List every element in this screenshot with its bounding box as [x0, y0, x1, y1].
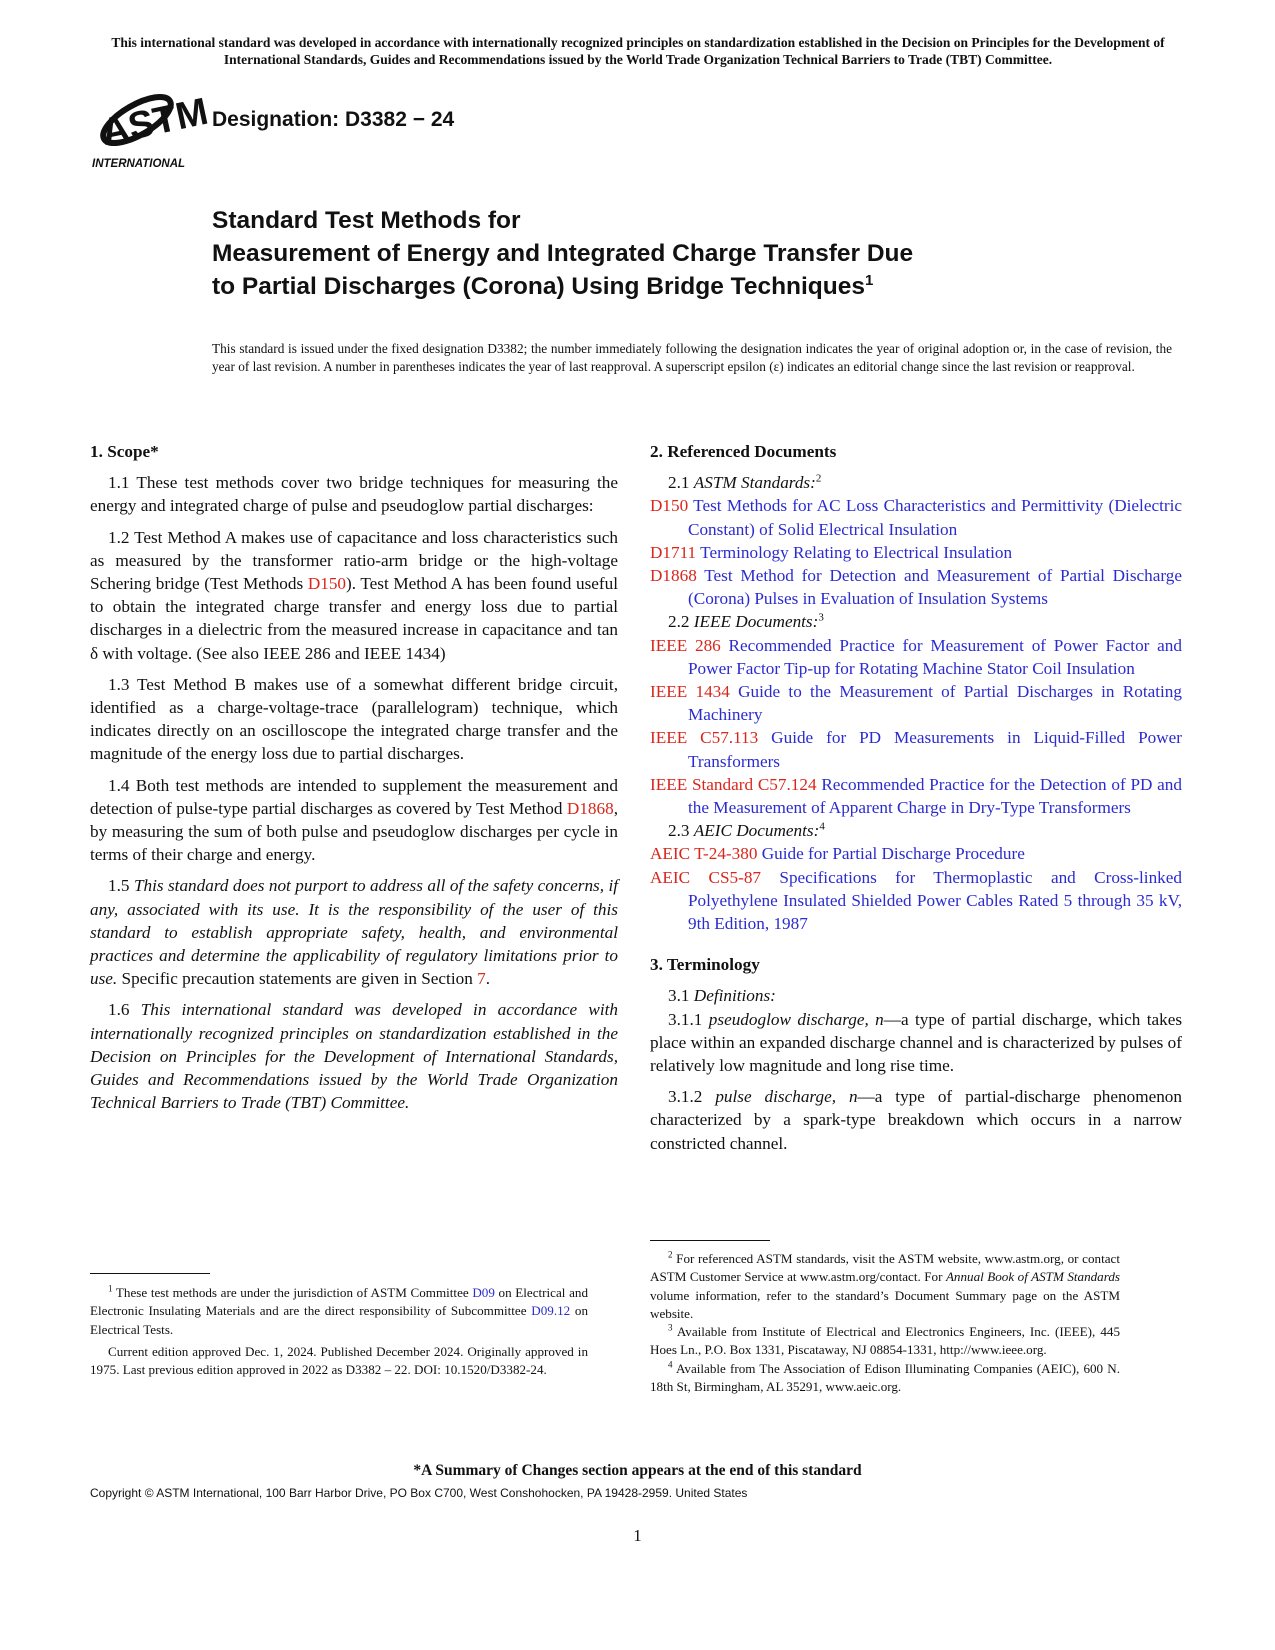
copyright-line: Copyright © ASTM International, 100 Barr Harbor Drive, PO Box C700, West Conshohocken, PA 19428-2959. United States — [90, 1486, 748, 1500]
definitions-label: 3.1 Definitions: — [668, 986, 776, 1006]
aeic-documents-label: 2.3 AEIC Documents:$^4$ — [668, 820, 825, 841]
footnote-1-edition: Current edition approved Dec. 1, 2024. Published December 2024. Originally approved in 1975. Last previous edition approved in 2022 as D3382 – 22. DOI: 10.1520/D3382-24. — [90, 1343, 588, 1378]
title-line-1: Standard Test Methods for — [212, 207, 521, 234]
link-section-7[interactable]: 7 — [477, 969, 486, 989]
para-1-5: 1.5 This standard does not purport to address all of the safety concerns, if any, associated with its use. It is the responsibility of the user of this standard to establish appropriate safety, health, and environmental practices and determine the applicability of regulatory limitations prior to use. Specific precaution statements are given in Section 7. — [90, 876, 619, 989]
astm-logo-mark — [90, 86, 212, 172]
title-line-3: to Partial Discharges (Corona) Using Bridge Techniques$^1$ — [212, 271, 874, 300]
left-column — [90, 440, 618, 1122]
footnote-2: $^2$ For referenced ASTM standards, visit the ASTM website, www.astm.org, or contact ASTM Customer Service at www.astm.org/contact. For Annual Book of ASTM Standards volume information, refer to the standard’s Document Summary page on the ASTM website. — [650, 1249, 1120, 1321]
ref-d1868[interactable]: D1868 Test Method for Detection and Measurement of Partial Discharge (Corona) Pulses in Evaluation of Insulation Systems — [650, 566, 1182, 609]
footnote-4: $^4$ Available from The Association of Edison Illuminating Companies (AEIC), 600 N. 18th St, Birmingham, AL 35291, www.aeic.org. — [650, 1359, 1120, 1395]
section-scope-heading: 1. Scope* — [90, 442, 159, 461]
para-1-6: 1.6 This international standard was developed in accordance with internationally recognized principles on standardization established in the Decision on Principles for the Development of International Standards, Guides and Recommendations issued by the World Trade Organization Technical Barriers to Trade (TBT) Committee. — [90, 1000, 618, 1113]
ref-d150[interactable]: D150 Test Methods for AC Loss Characteristics and Permittivity (Dielectric Constant) of Solid Electrical Insulation — [650, 496, 1182, 539]
term-3-1-2: 3.1.2 pulse discharge, n—a type of partial-discharge phenomenon characterized by a spark-type breakdown which occurs in a narrow constricted channel. — [650, 1087, 1182, 1153]
ref-ieee-1434[interactable]: IEEE 1434 Guide to the Measurement of Partial Discharges in Rotating Machinery — [650, 682, 1182, 725]
link-d09[interactable]: D09 — [472, 1285, 495, 1300]
ref-ieee-c57-124[interactable]: IEEE Standard C57.124 Recommended Practice for the Detection of PD and the Measurement of Apparent Charge in Dry-Type Transformers — [650, 774, 1182, 818]
ref-ieee-286[interactable]: IEEE 286 Recommended Practice for Measurement of Power Factor and Power Factor Tip-up for Rotating Machine Stator Coil Insulation — [650, 635, 1182, 678]
ref-aeic-cs5-87[interactable]: AEIC CS5-87 Specifications for Thermoplastic and Cross-linked Polyethylene Insulated Shielded Power Cables Rated 5 through 35 kV, 9th Edition, 1987 — [650, 867, 1182, 934]
section-referenced-documents-heading: 2. Referenced Documents — [650, 442, 837, 461]
wto-banner: This international standard was developed in accordance with internationally recognized principles on standardization established in the Decision on Principles for the Development of International Standards, Guides and Recommendations issued by the World Trade Organization Technical Barriers to Trade (TBT) Committee. — [111, 35, 1165, 67]
document-title — [212, 204, 913, 303]
para-1-1: 1.1 These test methods cover two bridge techniques for measuring the energy and integrated charge of pulse and pseudoglow partial discharges: — [90, 473, 618, 516]
issuance-notice: This standard is issued under the fixed designation D3382; the number immediately following the designation indicates the year of original adoption or, in the case of revision, the year of last revision. A number in parentheses indicates the year of last reapproval. A superscript epsilon (ε) indicates an editorial change since the last revision or reapproval. — [212, 341, 1172, 375]
ieee-documents-label: 2.2 IEEE Documents:$^3$ — [668, 611, 824, 632]
footnote-rule-right — [650, 1240, 770, 1241]
ref-d1711[interactable]: D1711 Terminology Relating to Electrical Insulation — [650, 542, 1013, 562]
ref-ieee-c57-113[interactable]: IEEE C57.113 Guide for PD Measurements in Liquid-Filled Power Transformers — [650, 728, 1182, 771]
title-line-2: Measurement of Energy and Integrated Charge Transfer Due — [212, 240, 914, 267]
footnotes-right — [650, 1250, 1120, 1396]
footnote-3: $^3$ Available from Institute of Electrical and Electronics Engineers, Inc. (IEEE), 445 Hoes Ln., P.O. Box 1331, Piscataway, NJ 08854-1331, http://www.ieee.org. — [650, 1322, 1120, 1358]
astm-logo — [90, 86, 212, 172]
link-d150[interactable]: D150 — [307, 574, 347, 594]
title-footnote-mark: 1 — [865, 271, 874, 289]
page-number: 1 — [633, 1526, 642, 1545]
para-1-2: 1.2 Test Method A makes use of capacitance and loss characteristics such as measured by the transformer ratio-arm bridge or the high-voltage Schering bridge (Test Methods D150). Test Method A has been found useful to obtain the integrated charge transfer and energy loss due to partial discharges in a dielectric from the measured increase in capacitance and tan δ with voltage. (See also IEEE 286 and IEEE 1434) — [90, 527, 618, 663]
para-1-4: 1.4 Both test methods are intended to supplement the measurement and detection of pulse-type partial discharges as covered by Test Method D1868, by measuring the sum of both pulse and pseudoglow discharges per cycle in terms of their charge and energy. — [90, 775, 618, 865]
right-column — [650, 440, 1182, 1163]
summary-of-changes-note: *A Summary of Changes section appears at the end of this standard — [413, 1462, 862, 1479]
astm-logo-wordmark: INTERNATIONAL — [92, 158, 186, 170]
term-3-1-1: 3.1.1 pseudoglow discharge, n—a type of partial discharge, which takes place within an expanded discharge channel and is characterized by pulses of relatively low magnitude and long rise time. — [650, 1009, 1183, 1076]
para-1-3: 1.3 Test Method B makes use of a somewhat different bridge circuit, identified as a charge-voltage-trace (parallelogram) technique, which indicates directly on an oscilloscope the integrated charge transfer and the magnitude of the energy loss due to partial discharges. — [90, 674, 618, 764]
astm-standards-label: 2.1 ASTM Standards:$^2$ — [668, 472, 822, 493]
designation: Designation: D3382 − 24 — [212, 108, 455, 131]
astm-logo-letters: ASTM — [97, 90, 212, 155]
footnotes-left — [90, 1284, 588, 1379]
footnote-1: $^1$ These test methods are under the jurisdiction of ASTM Committee D09 on Electrical and Electronic Insulating Materials and are the direct responsibility of Subcommittee D09.12 on Electrical Tests. — [90, 1283, 588, 1337]
footnote-rule-left — [90, 1273, 210, 1274]
link-d1868[interactable]: D1868 — [566, 798, 614, 818]
link-d09-12[interactable]: D09.12 — [531, 1303, 571, 1319]
section-terminology-heading: 3. Terminology — [650, 955, 760, 975]
ref-aeic-t-24-380[interactable]: AEIC T-24-380 Guide for Partial Discharge Procedure — [650, 844, 1025, 864]
